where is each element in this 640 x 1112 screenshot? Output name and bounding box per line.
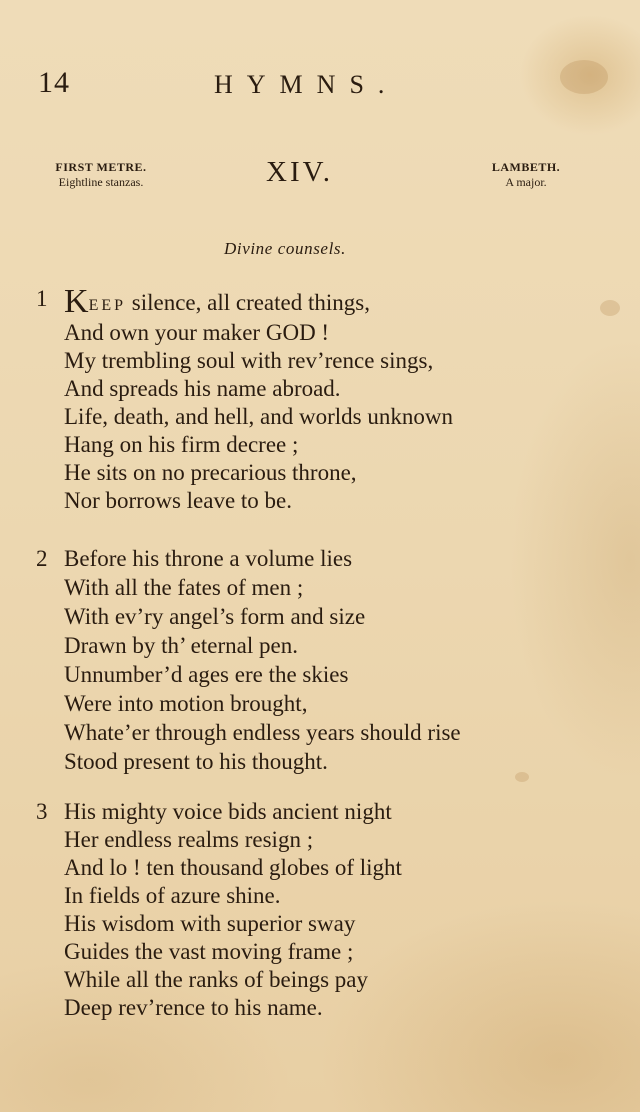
stanza-line: With all the fates of men ; (64, 575, 304, 600)
stanza-line: Were into motion brought, (64, 691, 308, 716)
stanza-line: And lo ! ten thousand globes of light (64, 855, 402, 880)
stanza-line: His wisdom with superior sway (64, 911, 356, 936)
stanza-line: Deep rev’rence to his name. (64, 995, 323, 1020)
page-number: 14 (38, 66, 70, 99)
stanza-line: Stood present to his thought. (64, 749, 328, 774)
foxing-stain (560, 60, 608, 94)
foxing-stain (515, 772, 529, 782)
meter-name: FIRST METRE. (55, 160, 147, 174)
stanza-line: And own your maker GOD ! (64, 320, 330, 345)
line-rest: silence, all created things, (126, 290, 370, 315)
stanza-line: Life, death, and hell, and worlds unknown (64, 404, 453, 429)
hymn-number: XIV. (266, 156, 334, 188)
small-caps-word: EEP (88, 297, 127, 314)
stanza-line: Unnumber’d ages ere the skies (64, 662, 349, 687)
stanza-line (64, 285, 370, 320)
stanza-line: His mighty voice bids ancient night (64, 799, 392, 824)
meter-info (36, 160, 166, 190)
stanza-line: Hang on his firm decree ; (64, 432, 299, 457)
stanza-number: 1 (36, 286, 48, 311)
stanza-line: Whate’er through endless years should rise (64, 720, 461, 745)
stanza-line: Drawn by th’ eternal pen. (64, 633, 298, 658)
hymn-title: Divine counsels. (224, 239, 346, 258)
stanza-line: And spreads his name abroad. (64, 376, 341, 401)
stanza-line: While all the ranks of beings pay (64, 967, 369, 992)
stanza-line: Nor borrows leave to be. (64, 488, 293, 513)
stanza-line: Her endless realms resign ; (64, 827, 314, 852)
tune-name: LAMBETH. (491, 160, 561, 174)
drop-initial: K (64, 283, 89, 320)
stanza-line: Before his throne a volume lies (64, 546, 353, 571)
stanza-line: My trembling soul with rev’rence sings, (64, 348, 434, 373)
running-head: HYMNS. (214, 70, 399, 99)
tune-info (476, 160, 576, 190)
stanza-line: He sits on no precarious throne, (64, 460, 357, 485)
stanza-number: 3 (36, 799, 48, 824)
stanza-line: In fields of azure shine. (64, 883, 281, 908)
stanza-number: 2 (36, 546, 48, 571)
stanza-line: Guides the vast moving frame ; (64, 939, 354, 964)
stanza-line: With ev’ry angel’s form and size (64, 604, 366, 629)
tune-key: A major. (505, 175, 547, 189)
meter-stanza-form: Eightline stanzas. (58, 175, 144, 189)
foxing-stain (600, 300, 620, 316)
